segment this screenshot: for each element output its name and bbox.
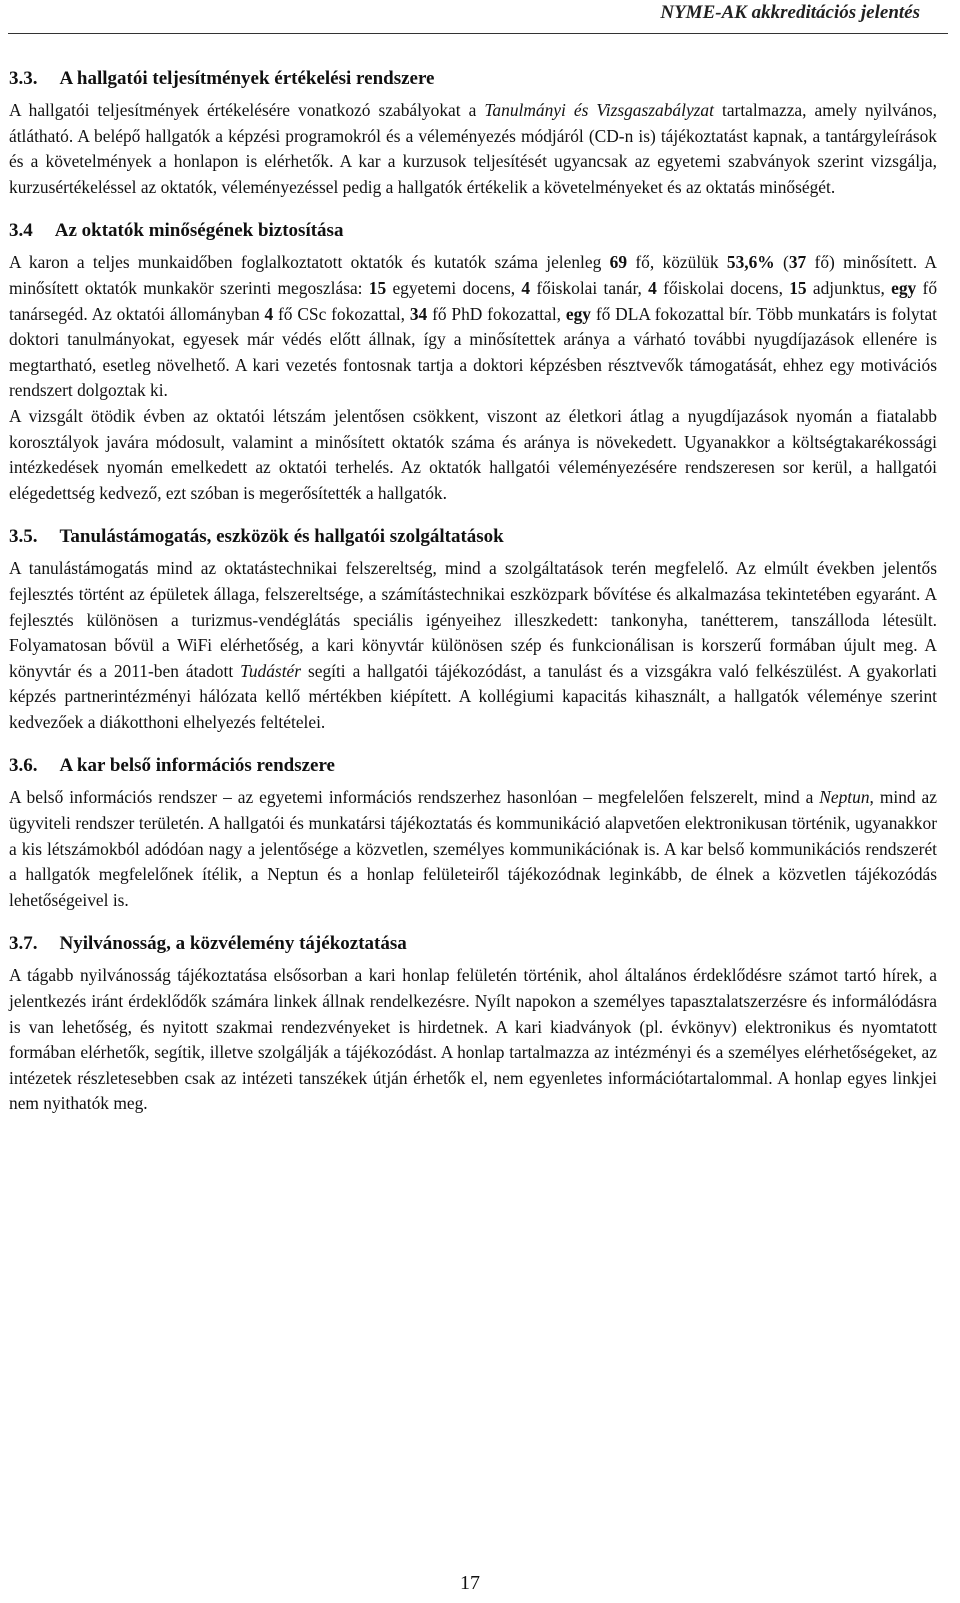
text-run: A belső információs rendszer – az egyetemi információs rendszerhez hasonlóan – megfelelően felszerelt, mind a <box>9 787 820 808</box>
section-spacer <box>9 735 937 753</box>
italic-text: Tanulmányi és Vizsgaszabályzat <box>484 100 714 120</box>
text-run: fő PhD fokozattal, <box>427 303 566 324</box>
text-run: ( <box>774 252 789 273</box>
section-title: A hallgatói teljesítmények értékelési rendszere <box>59 68 435 89</box>
bold-text: egy <box>565 303 591 324</box>
section-title: Tanulástámogatás, eszközök és hallgatói szolgáltatások <box>59 526 504 548</box>
text-run: A tanulástámogatás mind az oktatástechnikai felszereltség, mind a szolgáltatások terén megfelelő. Az elmúlt években jelentős fejlesztés történt az épületek állaga, felszereltsége, a számítástechnikai eszközpark bővítése és alkalmazása tekintetében egyaránt. A fejlesztés különösen a turizmus-vendéglátás speciális igényeihez illeszkedett: tankonyha, tanétterem, tanszálloda létesült. Folyamatosan bővül a WiFi elérhetőség, a kari könyvtár különösen szép és funkcionálisan is korszerű formában újult meg. A könyvtár és a 2011-ben átadott <box>9 558 937 681</box>
running-header: NYME-AK akkreditációs jelentés <box>660 2 920 23</box>
bold-text: 15 <box>368 277 387 298</box>
text-run: fő, közülük <box>627 252 727 273</box>
body-paragraph <box>9 404 937 506</box>
section-title: Nyilvánosság, a közvélemény tájékoztatása <box>59 933 407 955</box>
bold-text: 34 <box>409 303 428 324</box>
bold-text: 15 <box>789 277 807 298</box>
bold-text: 69 <box>609 252 628 273</box>
text-run: fő tanársegéd. Az oktatói állományban <box>9 277 938 324</box>
body-paragraph <box>9 98 937 200</box>
body-paragraph <box>9 963 937 1117</box>
text-run: főiskolai docens, <box>656 277 790 298</box>
bold-text: 4 <box>264 303 274 324</box>
header-divider <box>8 33 948 34</box>
text-run: fő) minősített. A minősített oktatók munkakör szerinti megoszlása: <box>9 252 937 298</box>
section-spacer <box>9 913 937 931</box>
document-body <box>9 66 937 1117</box>
bold-text: 53,6% <box>726 252 775 273</box>
body-paragraph <box>9 556 937 735</box>
italic-text: Neptun <box>819 787 870 808</box>
page-number: 17 <box>460 1572 480 1594</box>
text-run: tartalmazza, amely nyilvános, átlátható. A belépő hallgatók a képzési programokról és a véleményezés módjáról (CD-n is) tájékoztatást kapnak, a tantárgyleírások és a követelmények a honlapon is elérhetők. A kar a kurzusok teljesítését ugyancsak az egyetemi szabványok szerint vizsgálja, kurzusértékeléssel az oktatók, véleményezéssel pedig a hallgatók értékelik a követelményeket és az oktatás minőségét. <box>9 100 938 197</box>
section-heading <box>9 524 937 550</box>
section-number: 3.4 <box>9 220 33 242</box>
bold-text: egy <box>891 277 917 298</box>
section-number: 3.5. <box>9 526 38 548</box>
text-run: A tágabb nyilvánosság tájékoztatása elsősorban a kari honlap felületén történik, ahol általános érdeklődésre számot tartó hírek, a jelentkezés iránt érdeklődők számára linkek állnak rendelkezésre. Nyílt napokon a személyes tapasztalatszerzésre és informálódásra is van lehetőség, és nyitott szakmai rendezvényeket is hirdetnek. A kari kiadványok (pl. évkönyv) elektronikus és nyomtatott formában elérhetők, segítik, illetve szolgálják a tájékozódást. A honlap tartalmazza az intézményi és a személyes elérhetőségeket, az intézetek részletesebben csak az intézeti tanszékek útján érhetők el, nem egyenletes információtartalommal. A honlap egyes linkjei nem nyithatók meg. <box>9 965 937 1114</box>
text-run: segíti a hallgatói tájékozódást, a tanulást és a vizsgákra való felkészülést. A gyakorlati képzés partnerintézményi hálózata kellő mértékben kiépített. A kollégiumi kapacitás kihasznált, a hallgatók véleménye szerint kedvezőek a diákotthoni elhelyezés feltételei. <box>9 660 938 732</box>
text-run: főiskolai tanár, <box>530 277 649 298</box>
text-run: adjunktus, <box>806 277 892 298</box>
bold-text: 4 <box>648 277 657 298</box>
bold-text: 37 <box>788 252 807 273</box>
section-number: 3.3. <box>9 68 38 89</box>
text-run: A hallgatói teljesítmények értékelésére vonatkozó szabályokat a <box>9 100 485 120</box>
text-run: A vizsgált ötödik évben az oktatói létszám jelentősen csökkent, viszont az életkori átlag a nyugdíjazások nyomán a fiatalabb korosztályok javára módosult, valamint a minősített oktatók száma és aránya is növekedett. Ugyanakkor a költségtakarékossági intézkedések nyomán emelkedett az oktatói terhelés. Az oktatók hallgatói véleményezésére rendszeresen sor kerül, a hallgatói elégedettség kedvező, ezt szóban is megerősítették a hallgatók. <box>9 405 937 503</box>
italic-text: Tudástér <box>240 660 302 681</box>
section-title: Az oktatók minőségének biztosítása <box>54 220 344 242</box>
body-paragraph <box>9 785 937 913</box>
text-run: egyetemi docens, <box>386 277 522 298</box>
text-run: fő DLA fokozattal bír. Több munkatárs is folytat doktori tanulmányokat, egyesek már védés előtt állnak, így a minősítettek aránya a várható további nyugdíjazások ellenére is megtartható, esetleg növelhető. A kari vezetés fontosnak tartja a doktori képzésben résztvevők támogatását, ehhez egy motivációs rendszert dolgoztak ki. <box>9 303 937 401</box>
section-title: A kar belső információs rendszere <box>59 755 335 777</box>
section-number: 3.7. <box>9 933 38 955</box>
section-number: 3.6. <box>9 755 38 777</box>
section-spacer <box>9 506 937 524</box>
text-run: A karon a teljes munkaidőben foglalkoztatott oktatók és kutatók száma jelenleg <box>9 252 610 273</box>
section-heading <box>9 753 937 779</box>
section-heading <box>9 66 937 92</box>
section-spacer <box>9 200 937 218</box>
section-heading <box>9 218 937 244</box>
bold-text: 4 <box>521 277 531 298</box>
section-heading <box>9 931 937 957</box>
text-run: fő CSc fokozattal, <box>273 303 410 324</box>
body-paragraph <box>9 250 937 404</box>
text-run: , mind az ügyviteli rendszer területén. A hallgatói és munkatársi tájékoztatás és kommunikáció alapvetően elektronikusan történik, ugyanakkor a kis létszámokból adódóan nagy a jelentősége a közvetlen, személyes kommunikációnak is. A kar belső kommunikációs rendszerét a hallgatók megfelelőnek ítélik, a Neptun és a honlap felületeiről tájékozódnak leginkább, de élnek a közvetlen tájékozódás lehetőségeivel is. <box>9 787 937 910</box>
